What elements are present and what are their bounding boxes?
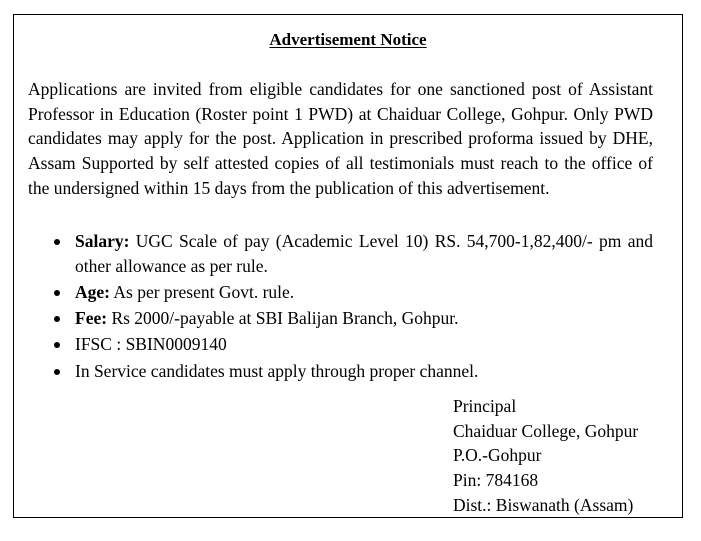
details-list [28,229,653,385]
notice-title: Advertisement Notice [269,30,427,49]
signature-pin: Pin: 784168 [453,470,539,491]
age-text: As per present Govt. rule. [109,281,295,302]
signature-college: Chaiduar College, Gohpur [453,420,639,441]
in-service-text: In Service candidates must apply through proper channel. [75,360,479,381]
bullet-icon [54,239,60,245]
signature-title: Principal [453,396,517,416]
ifsc-item [28,332,653,357]
salary-text: UGC Scale of pay (Academic Level 10) RS. 54,700-1,82,400/- pm and other allowance as per rule. [75,231,653,276]
age-item [28,280,653,305]
in-service-item [28,359,653,384]
fee-text: Rs 2000/-payable at SBI Balijan Branch, Gohpur. [107,308,459,329]
salary-item [28,229,653,278]
bullet-icon [54,342,60,348]
fee-item [28,306,653,331]
bullet-icon [54,290,60,296]
signature-po: P.O.-Gohpur [453,445,542,466]
notice-box [13,14,683,518]
bullet-icon [54,316,60,322]
signature-district: Dist.: Biswanath (Assam) [453,494,634,515]
signature-block [453,394,638,518]
bullet-icon [54,369,60,375]
ifsc-text: IFSC : SBIN0009140 [75,334,227,355]
age-label: Age: [75,281,110,302]
fee-label: Fee: [75,308,108,329]
notice-body: Applications are invited from eligible candidates for one sanctioned post of Assistant Professor in Education (Roster point 1 PWD) at Chaiduar College, Gohpur. Only PWD candidates may apply for the post. Application in prescribed proforma issued by DHE, Assam Supported by self attested copies of all testimonials must reach to the office of the undersigned within 15 days from the publication of this advertisement. [28,79,653,198]
salary-label: Salary: [75,231,130,251]
